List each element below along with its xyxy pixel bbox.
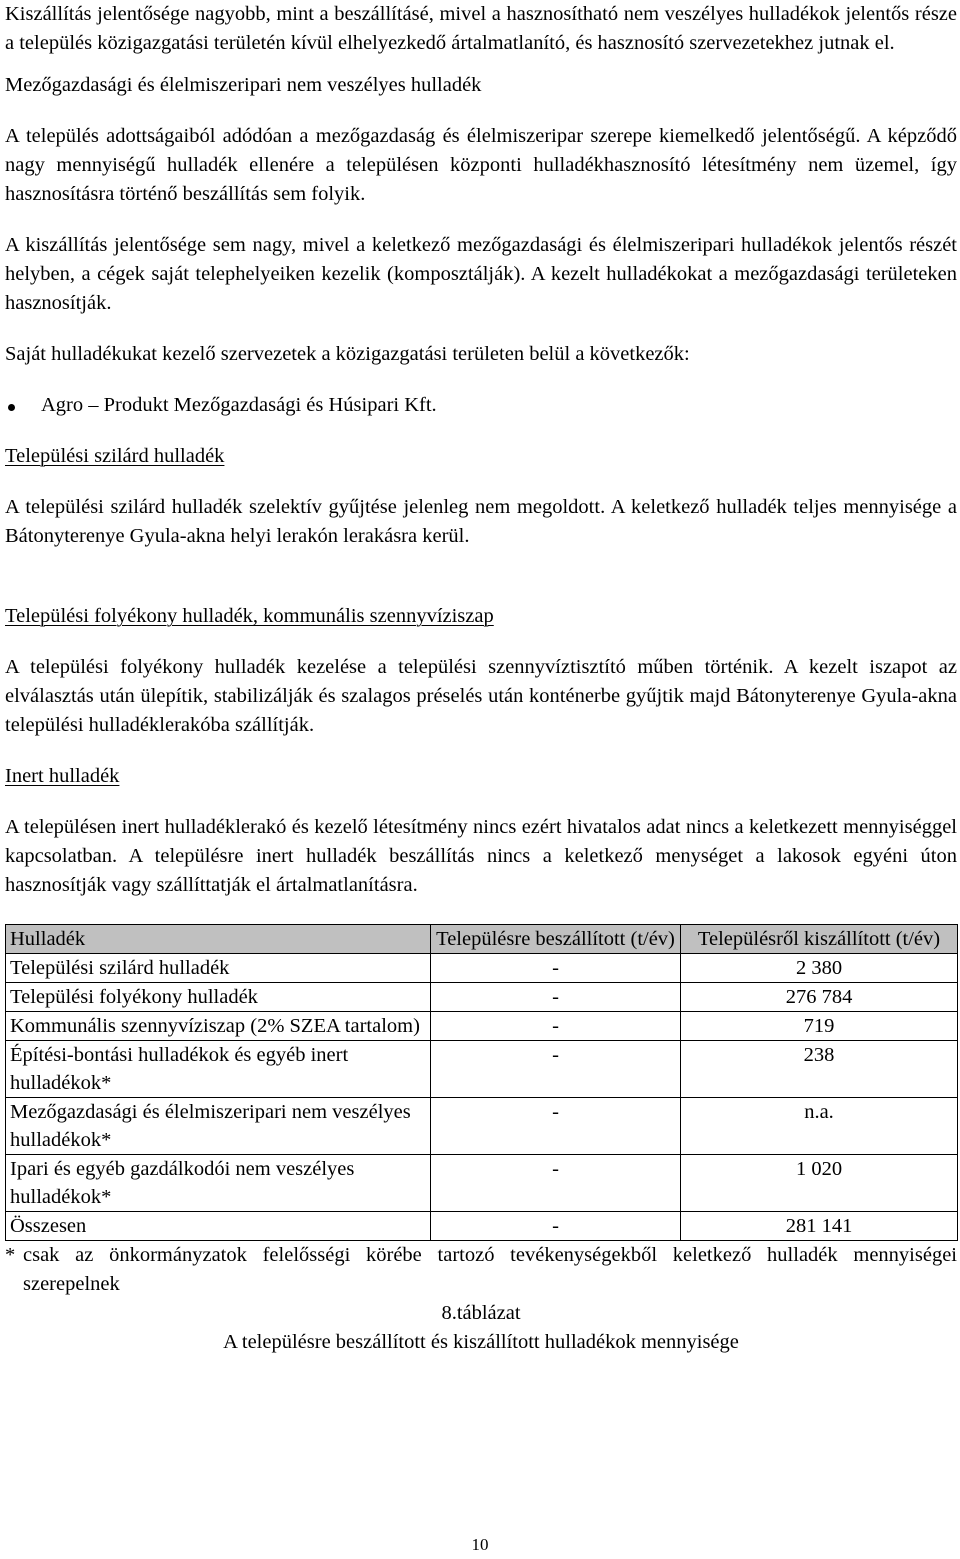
table-row: Mezőgazdasági és élelmiszeripari nem veszélyes hulladékok* - n.a.: [6, 1098, 958, 1155]
table-row: Települési folyékony hulladék - 276 784: [6, 983, 958, 1012]
own-waste-intro: Saját hulladékukat kezelő szervezetek a közigazgatási területen belül a következők:: [5, 343, 690, 365]
agri-paragraph-2: A kiszállítás jelentősége sem nagy, mivel a keletkező mezőgazdasági és élelmiszeripari hulladékok jelentős részét helyben, a cégek saját telephelyeiken kezelik (komposztálják). A kezelt hulladékokat a mezőgazdasági területeken hasznosítják.: [5, 234, 957, 314]
intro-paragraph: Kiszállítás jelentősége nagyobb, mint a beszállításé, mivel a hasznosítható nem veszélyes hulladékok jelentős része a település közigazgatási területén kívül elhelyezkedő ártalmatlanító, és hasznosító szervezetekhez jutnak el.: [5, 3, 957, 54]
table-row: Kommunális szennyvíziszap (2% SZEA tartalom) - 719: [6, 1012, 958, 1041]
solid-waste-heading: Települési szilárd hulladék: [5, 445, 225, 467]
organization-list: [5, 391, 957, 420]
table-caption: [5, 1299, 957, 1357]
inert-waste-heading: Inert hulladék: [5, 765, 120, 787]
liquid-waste-heading: Települési folyékony hulladék, kommunális szennyvíziszap: [5, 605, 494, 627]
table-footnote: [5, 1241, 957, 1299]
page-number: 10: [471, 1535, 489, 1554]
table-row: Ipari és egyéb gazdálkodói nem veszélyes hulladékok* - 1 020: [6, 1155, 958, 1212]
footnote-marker: *: [5, 1244, 16, 1266]
table-header-row: [6, 925, 958, 954]
table-title: A településre beszállított és kiszállított hulladékok mennyisége: [223, 1331, 739, 1353]
table-row: Építési-bontási hulladékok és egyéb inert hulladékok* - 238: [6, 1041, 958, 1098]
solid-waste-paragraph: A települési szilárd hulladék szelektív gyűjtése jelenleg nem megoldott. A keletkező hulladék teljes mennyisége a Bátonyterenye Gyula-akna helyi lerakón lerakásra kerül.: [5, 496, 957, 547]
agri-heading: Mezőgazdasági és élelmiszeripari nem veszélyes hulladék: [5, 74, 482, 96]
liquid-waste-paragraph: A települési folyékony hulladék kezelése a települési szennyvíztisztító műben történik. A kezelt iszapot az elválasztás után ülepítik, stabilizálják és szalagos préselés után konténerbe gyűjtik majd Bátonyterenye Gyula-akna települési hulladéklerakóba szállítják.: [5, 656, 957, 736]
document-page: [5, 0, 957, 1357]
waste-table: [5, 924, 958, 1241]
header-incoming: Településre beszállított (t/év): [431, 925, 681, 954]
list-item: Agro – Produkt Mezőgazdasági és Húsipari Kft.: [5, 391, 957, 420]
inert-waste-paragraph: A településen inert hulladéklerakó és kezelő létesítmény nincs ezért hivatalos adat nincs a keletkezett mennyiséggel kapcsolatban. A településre inert hulladék beszállítás nincs a keletkező menységet a lakosok egyéni úton hasznosítják vagy szállíttatják el ártalmatlanításra.: [5, 816, 957, 896]
bullet-icon: [8, 404, 15, 411]
table-total-row: Összesen - 281 141: [6, 1212, 958, 1241]
header-outgoing: Településről kiszállított (t/év): [681, 925, 958, 954]
header-waste: Hulladék: [6, 925, 431, 954]
table-number: 8.táblázat: [441, 1302, 521, 1324]
footnote-text: csak az önkormányzatok felelősségi körébe tartozó tevékenységekből keletkező hulladék mennyiségei szerepelnek: [23, 1244, 957, 1295]
agri-paragraph-1: A település adottságaiból adódóan a mezőgazdaság és élelmiszeripar szerepe kiemelkedő jelentőségű. A képződő nagy mennyiségű hulladék ellenére a településen központi hulladékhasznosító létesítmény nem üzemel, így hasznosításra történő beszállítás sem folyik.: [5, 125, 957, 205]
table-row: Települési szilárd hulladék - 2 380: [6, 954, 958, 983]
